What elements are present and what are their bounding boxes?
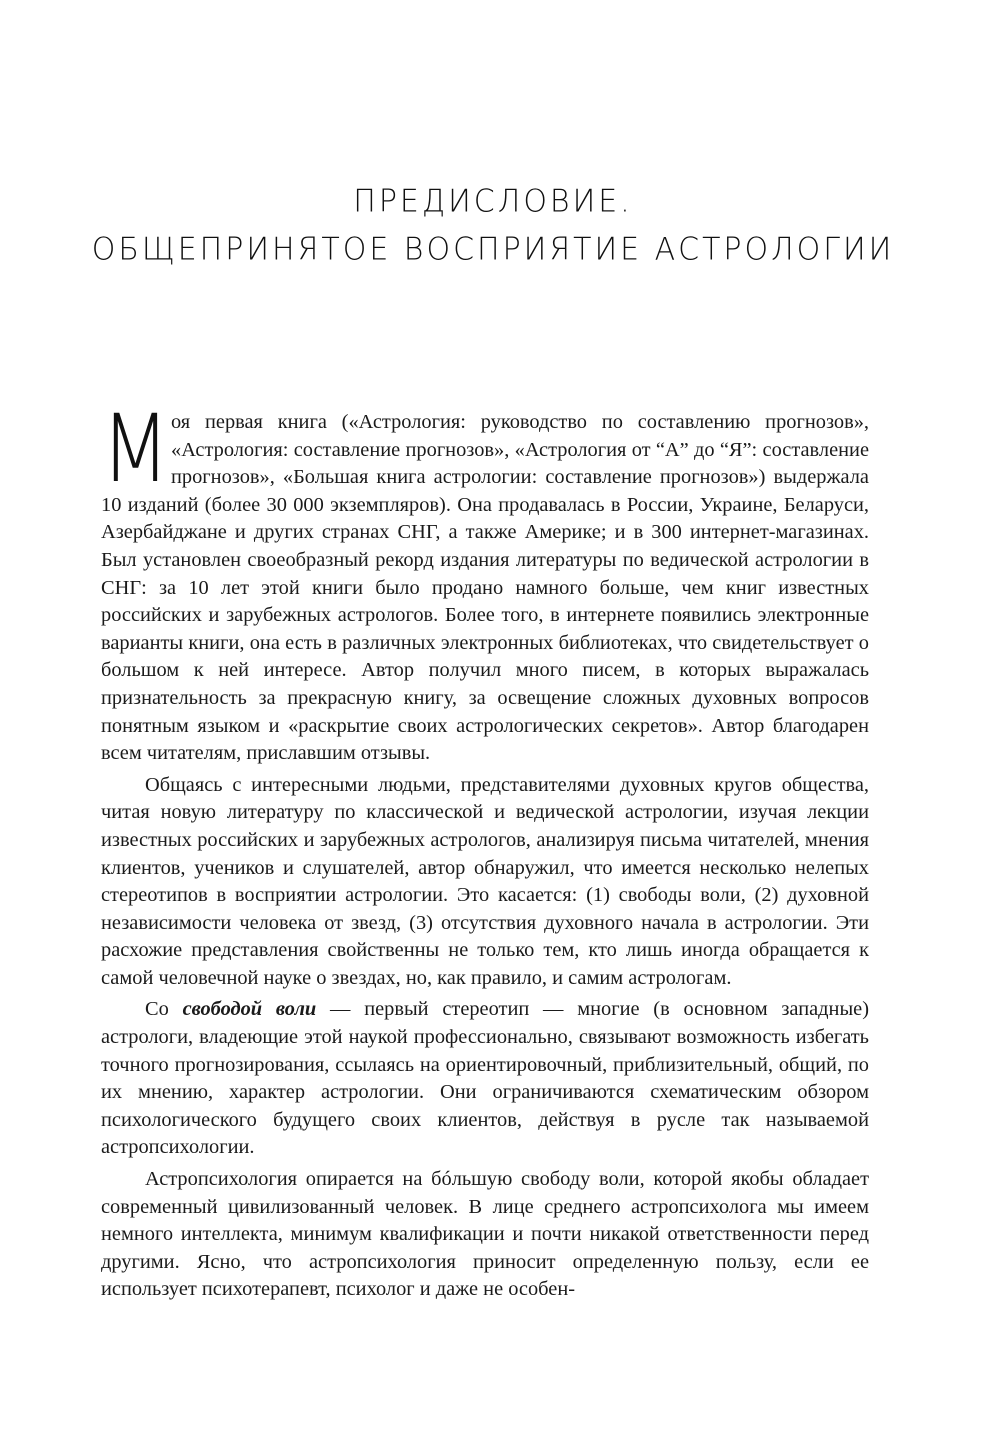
paragraph-4-text: Астропсихология опирается на бóльшую свободу воли, которой якобы обладает современный цивилизованный человек. В лице среднего астропсихолога мы имеем немного интеллекта, минимум квалификации и почти никакой ответственности перед другими. Ясно, что астропсихология приносит определенную пользу, если ее использует психотерапевт, психолог и даже не особен- xyxy=(101,1168,869,1301)
emphasized-term: свободой воли xyxy=(182,998,317,1021)
chapter-title xyxy=(0,178,986,275)
paragraph-3-lead: Со xyxy=(145,998,169,1021)
chapter-title-line-2: ОБЩЕПРИНЯТОЕ ВОСПРИЯТИЕ АСТРОЛОГИИ xyxy=(91,231,895,269)
chapter-title-line-1: ПРЕДИСЛОВИЕ. xyxy=(353,183,633,220)
paragraph-1-text: оя первая книга («Астрология: руководство по составлению прогнозов», «Астрология: составление прогнозов», «Астрология от “А” до “Я”: составление прогнозов», «Большая книга астрологии: составление прогнозов») выдержала 10 изданий (более 30 000 экземпляров). Она продавалась в России, Украине, Беларуси, Азербайджане и других странах СНГ, а также Америке; и в 300 интернет-магазинах. Был установлен своеобразный рекорд издания литературы по ведической астрологии в СНГ: за 10 лет этой книги было продано намного больше, чем книг известных российских и зарубежных астрологов. Более того, в интернете появились электронные варианты книги, она есть в различных электронных библиотеках, что свидетельствует о большом к ней интересе. Автор получил много писем, в которых выражалась признательность за прекрасную книгу, за освещение сложных духовных вопросов понятным языком и «раскрытие своих астрологических секретов». Автор благодарен всем читателям, приславшим отзывы. xyxy=(101,411,869,765)
paragraph-3-text: — первый стереотип — многие (в основном западные) астрологи, владеющие этой наукой профессионально, связывают возможность избегать точного прогнозирования, ссылаясь на ориентировочный, приблизительный, общий, по их мнению, характер астрологии. Они ограничиваются схематическим обзором психологического будущего своих клиентов, действуя в русле так называемой астропсихологии. xyxy=(101,998,869,1159)
paragraph-3 xyxy=(101,996,869,1162)
paragraph-4 xyxy=(101,1166,869,1304)
drop-cap: М xyxy=(101,395,170,504)
paragraph-2-text: Общаясь с интересными людьми, представителями духовных кругов общества, читая новую литературу по классической и ведической астрологии, изучая лекции известных российских и зарубежных астрологов, анализируя письма читателей, мнения клиентов, учеников и слушателей, автор обнаружил, что имеется несколько нелепых стереотипов в восприятии астрологии. Это касается: (1) свободы воли, (2) духовной независимости человека от звезд, (3) отсутствия духовного начала в астрологии. Эти расхожие представления свойственны не только тем, кто лишь иногда обращается к самой человечной науке о звездах, но, как правило, и самим астрологам. xyxy=(101,773,869,989)
paragraph-1 xyxy=(101,395,869,768)
paragraph-2 xyxy=(101,772,869,993)
body-text xyxy=(101,395,869,1304)
